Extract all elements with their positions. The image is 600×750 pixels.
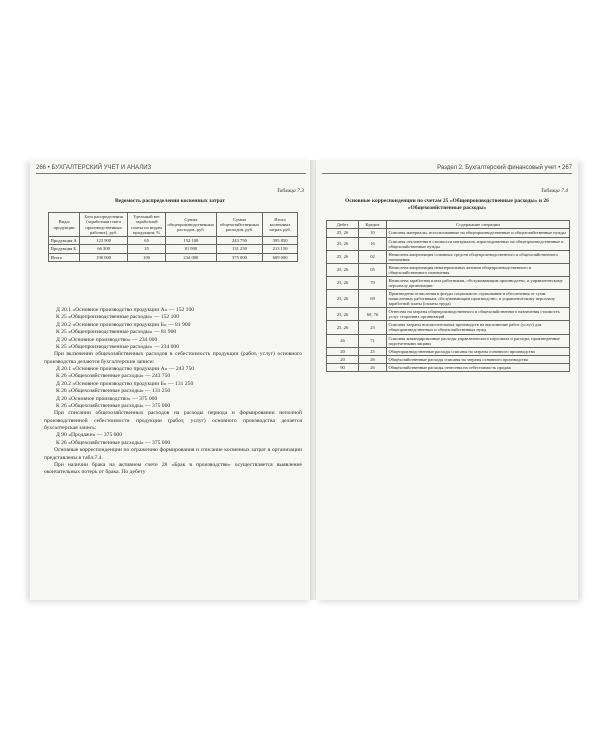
table-cell: 69 xyxy=(359,290,387,308)
table-row xyxy=(327,355,570,363)
table-cell: 71 xyxy=(359,334,387,347)
table-cell: Списаны командировочные расходы управленческого персонала и расходы, произведенные подотчетными лицами xyxy=(387,334,570,347)
table-row xyxy=(327,276,570,289)
column-header: Сумма общехозяйственных расходов, руб. xyxy=(216,213,262,237)
table-cell: Общехозяйственные расходы отнесены на себестоимость продаж xyxy=(387,364,570,372)
table-row xyxy=(49,237,298,245)
table-cell: 90 xyxy=(327,364,359,372)
right-page xyxy=(316,160,578,600)
column-header: Итого косвенных затрат, руб. xyxy=(263,213,298,237)
table-cell: 25 xyxy=(359,347,387,355)
table-row xyxy=(327,364,570,372)
table-cell: 152 100 xyxy=(166,237,217,245)
column-header: Удельный вес заработной платы по видам продукции, % xyxy=(128,213,166,237)
table-row xyxy=(327,229,570,237)
table-cell: 20 xyxy=(327,355,359,363)
table-cell: Списаны отклонения в стоимости материалов, израсходованных на общепроизводственные и общехозяйственные нужды xyxy=(387,237,570,250)
table-7-3-label: Таблица 7.3 xyxy=(276,188,304,194)
journal-entry: Д 20 «Основное производство» — 375 000 xyxy=(56,395,158,402)
column-header: Дебет xyxy=(327,221,359,229)
table-cell: 100 xyxy=(128,253,166,261)
left-running-head: 266 • БУХГАЛТЕРСКИЙ УЧЕТ И АНАЛИЗ xyxy=(36,165,152,171)
table-cell: 26 xyxy=(359,364,387,372)
table-cell: 25, 26 xyxy=(327,263,359,276)
journal-entry: Д 20.2 «Основное производство продукции Б» — 81 900 xyxy=(56,321,191,328)
table-row xyxy=(327,347,570,355)
table-cell: 609 000 xyxy=(263,253,298,261)
table-cell: 25, 26 xyxy=(327,237,359,250)
table-cell: Списаны материалы, использованные на общепроизводственные и общехозяйственные нужды xyxy=(387,229,570,237)
table-cell: Произведены отчисления в фонды социального страхования и обеспечения от сумм начисленных работникам, обслуживающим производство, и управленческому персоналу заработной платы (оплаты труда) xyxy=(387,290,570,308)
table-cell: 16 xyxy=(359,237,387,250)
table-cell: 81 900 xyxy=(166,245,217,253)
column-header: Сумма общепроизводственных расходов, руб. xyxy=(166,213,217,237)
journal-entry: Д 20.1 «Основное производство продукции А» — 243 750 xyxy=(56,366,195,372)
journal-entry: К 25 «Общепроизводственные расходы» — 81 900 xyxy=(56,329,177,336)
table-cell: 26 xyxy=(327,334,359,347)
column-header: Содержание операции xyxy=(387,221,570,229)
table-cell: 213 150 xyxy=(263,245,298,253)
table-cell: 25, 26 xyxy=(327,250,359,263)
table-cell: 35 xyxy=(128,245,166,253)
table-cell: 190 000 xyxy=(80,253,128,261)
journal-entry: Д 20.2 «Основное производство продукции Б» — 131 250 xyxy=(56,380,194,387)
table-cell: 65 xyxy=(128,237,166,245)
journal-entry: К 25 «Общепроизводственные расходы» — 234 000 xyxy=(56,343,179,350)
table-row xyxy=(327,290,570,308)
journal-entry: К 26 «Общехозяйственные расходы» — 375 000 xyxy=(56,439,171,446)
table-cell: Начислена амортизация нематериальных активов общепроизводственного и общехозяйственного назначения xyxy=(387,263,570,276)
table-row xyxy=(327,237,570,250)
paragraph: Основные корреспонденции по отражению формирования и списание косвенных затрат в организации представлены в табл.7.4. xyxy=(44,447,302,461)
paragraph: При включении общехозяйственных расходов в себестоимость продукции (работ, услуг) основного производства делаются бухгалтерские записи: xyxy=(44,351,302,365)
table-cell: 395 850 xyxy=(263,237,298,245)
column-header: База распределения (заработная плата производственных рабочих), руб. xyxy=(80,213,128,237)
table-cell: 25, 26 xyxy=(327,321,359,334)
journal-entry: К 26 «Общехозяйственные расходы» — 131 250 xyxy=(56,388,171,395)
distribution-table xyxy=(48,212,298,262)
journal-entry: Д 90 «Продажи» — 375 000 xyxy=(56,432,123,439)
paragraph: При наличии брака на активном счете 28 «Брак в производстве» осуществляется выявление окончательных потерь от брака. По дебету xyxy=(44,461,302,476)
table-cell: 26 xyxy=(359,355,387,363)
column-header: Кредит xyxy=(359,221,387,229)
left-body-text xyxy=(44,307,302,477)
table-row xyxy=(327,250,570,263)
journal-entry: Д 20.1 «Основное производство продукции А» — 152 100 xyxy=(56,307,195,313)
column-header: Виды продукции xyxy=(49,213,80,237)
table-cell: 05 xyxy=(359,263,387,276)
journal-entry: Д 20 «Основное производство» — 234 000 xyxy=(56,336,158,343)
table-row xyxy=(327,321,570,334)
table-cell: 23 xyxy=(359,321,387,334)
table-cell: 25, 26 xyxy=(327,229,359,237)
left-header-rule xyxy=(36,173,306,174)
table-7-4-label: Таблица 7.4 xyxy=(540,188,568,194)
right-header-rule xyxy=(322,173,572,174)
table-cell: 131 250 xyxy=(216,245,262,253)
table-cell: 375 000 xyxy=(216,253,262,261)
table-row xyxy=(49,253,298,261)
table-cell: 10 xyxy=(359,229,387,237)
table-cell: 123 900 xyxy=(80,237,128,245)
journal-entry: К 26 «Общехозяйственные расходы» — 375 000 xyxy=(56,402,171,409)
table-row xyxy=(327,263,570,276)
journal-entry: К 26 «Общехозяйственные расходы» — 243 750 xyxy=(56,373,171,380)
table-7-3-title: Ведомость распределения косвенных затрат xyxy=(114,198,225,204)
paragraph: При списании общехозяйственных расходов на расходы периода и формировании неполной производственной себестоимости продукции (работ, услуг) основного производства делается бухгалтерская запись: xyxy=(44,410,302,431)
table-cell: 25, 26 xyxy=(327,276,359,289)
table-row xyxy=(327,308,570,321)
table-cell: Общехозяйственные расходы списаны на затраты основного производства xyxy=(387,355,570,363)
table-cell: Списаны затраты вспомогательных производств на выполнение работ (услуг) для общепроизводственных и общехозяйственных нужд xyxy=(387,321,570,334)
correspondence-table xyxy=(326,220,570,372)
table-header-row xyxy=(49,213,298,237)
table-cell: Общепроизводственные расходы списаны на затраты основного производства xyxy=(387,347,570,355)
table-cell: 60, 76 xyxy=(359,308,387,321)
table-cell: 20 xyxy=(327,347,359,355)
table-row xyxy=(49,245,298,253)
table-cell: 25, 26 xyxy=(327,290,359,308)
right-running-head: Раздел 2. Бухгалтерский финансовый учет • 267 xyxy=(437,165,572,171)
table-cell: 243 750 xyxy=(216,237,262,245)
table-cell: Продукция А xyxy=(49,237,80,245)
table-cell: 25, 26 xyxy=(327,308,359,321)
journal-entry: К 25 «Общепроизводственные расходы» — 152 100 xyxy=(56,314,179,321)
table-cell: 70 xyxy=(359,276,387,289)
table-cell: Начислена амортизация основных средств общепроизводственного и общехозяйственного назначения xyxy=(387,250,570,263)
table-header-row xyxy=(327,221,570,229)
table-7-4-title: Основные корреспонденции по счетам 25 «Общепроизводственные расходы» и 26 «Общехозяйственные расходы» xyxy=(345,198,549,211)
table-cell: 234 000 xyxy=(166,253,217,261)
table-cell: Итого xyxy=(49,253,80,261)
table-cell: 02 xyxy=(359,250,387,263)
table-cell: 66 300 xyxy=(80,245,128,253)
table-cell: Начислена заработная плата работникам, обслуживающим производство, и управленческому персоналу организации xyxy=(387,276,570,289)
table-cell: Продукция Б xyxy=(49,245,80,253)
left-page xyxy=(30,160,312,600)
table-row xyxy=(327,334,570,347)
table-cell: Отнесена на затраты общепроизводственного и общехозяйственного назначения стоимость услуг сторонних организаций xyxy=(387,308,570,321)
